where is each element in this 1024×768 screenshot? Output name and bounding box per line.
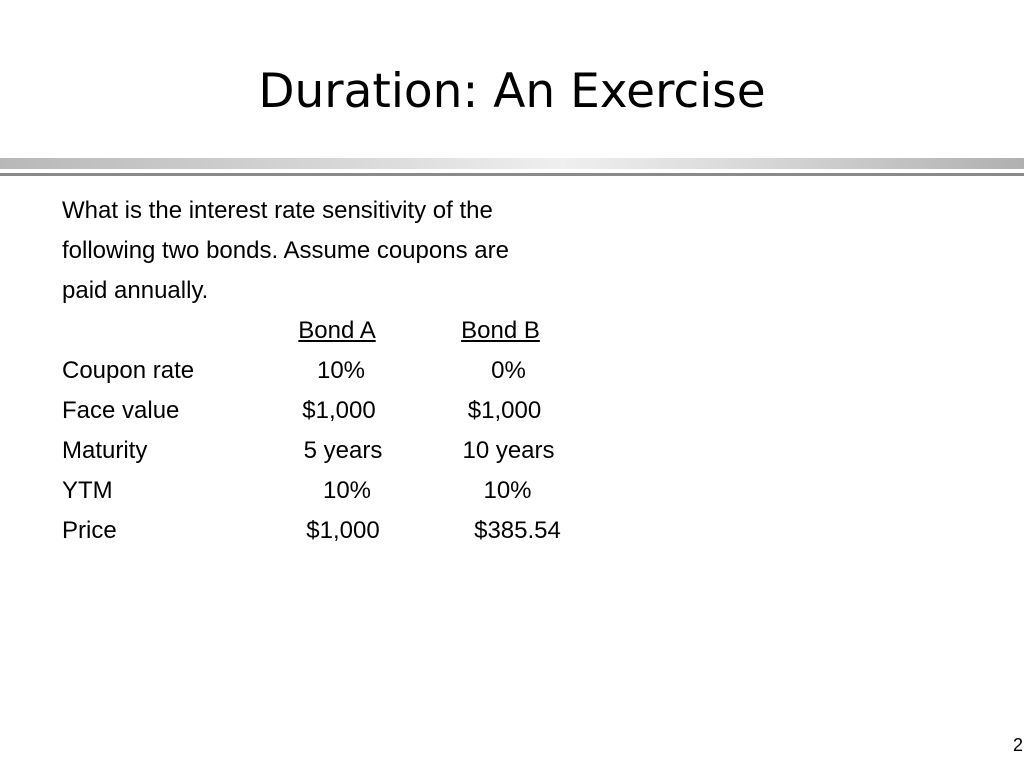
bond-b-value: 0% [491, 357, 526, 384]
bond-b-value: $385.54 [474, 517, 561, 544]
bond-b-header: Bond B [461, 317, 540, 344]
row-label: Price [62, 517, 117, 544]
intro-line: What is the interest rate sensitivity of the [62, 197, 493, 224]
row-label: YTM [62, 477, 113, 504]
bond-a-value: 10% [316, 357, 366, 384]
bond-a-header: Bond A [298, 317, 376, 344]
bond-b-value: 10% [483, 477, 532, 504]
bond-a-value: $1,000 [306, 517, 380, 544]
intro-line: paid annually. [62, 277, 209, 304]
bond-b-value: 10 years [462, 437, 555, 464]
bond-b-value: $1,000 [467, 397, 542, 424]
row-label: Face value [62, 397, 180, 424]
slide-title: Duration: An Exercise [258, 64, 766, 119]
bond-a-value: 5 years [303, 437, 383, 464]
title-divider-thick [0, 158, 1024, 169]
bond-a-value: $1,000 [302, 397, 376, 424]
row-label: Maturity [62, 437, 148, 464]
bond-a-value: 10% [322, 477, 372, 504]
intro-line: following two bonds. Assume coupons are [62, 237, 509, 264]
page-number: 2 [1013, 735, 1024, 755]
row-label: Coupon rate [62, 357, 195, 384]
title-divider-thin [0, 173, 1024, 176]
